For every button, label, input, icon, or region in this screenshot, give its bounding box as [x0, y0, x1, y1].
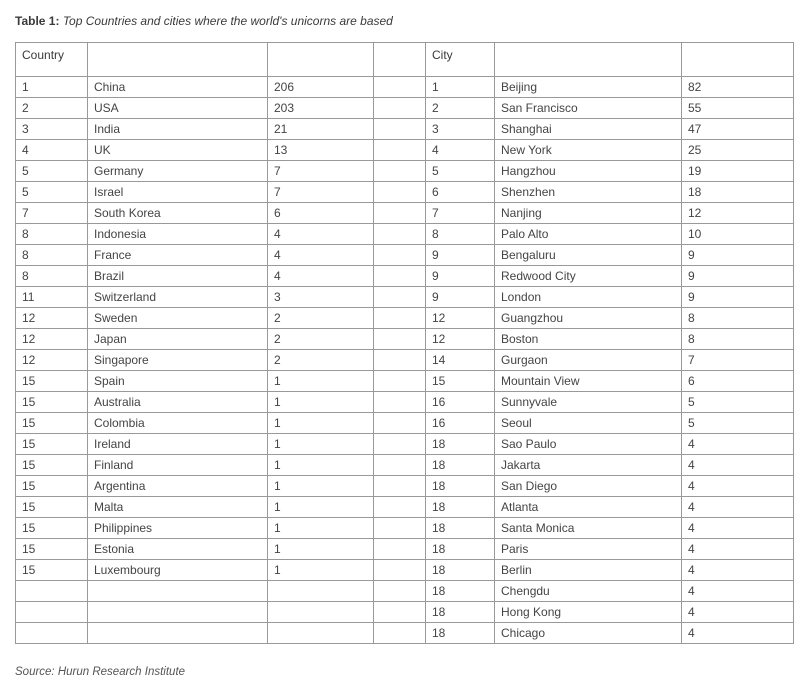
table-body [16, 43, 794, 644]
city-count-cell: 55 [682, 98, 794, 119]
country-count-cell: 1 [268, 560, 374, 581]
city-name-cell: Atlanta [495, 497, 682, 518]
city-name-cell: Boston [495, 329, 682, 350]
city-name-cell: Guangzhou [495, 308, 682, 329]
city-name-cell: London [495, 287, 682, 308]
country-rank-cell: 8 [16, 266, 88, 287]
table-row [16, 497, 794, 518]
country-name-cell: Finland [88, 455, 268, 476]
country-count-cell [268, 581, 374, 602]
city-count-cell: 4 [682, 476, 794, 497]
city-count-cell: 18 [682, 182, 794, 203]
table-row [16, 119, 794, 140]
city-name-cell: Sao Paulo [495, 434, 682, 455]
city-rank-cell: 5 [426, 161, 495, 182]
country-rank-cell: 15 [16, 539, 88, 560]
city-count-cell: 47 [682, 119, 794, 140]
spacer-cell [374, 434, 426, 455]
table-caption [15, 14, 393, 28]
country-name-cell [88, 581, 268, 602]
city-name-cell: San Francisco [495, 98, 682, 119]
country-name-cell: Brazil [88, 266, 268, 287]
country-rank-cell: 11 [16, 287, 88, 308]
country-rank-cell [16, 581, 88, 602]
city-name-cell: Shenzhen [495, 182, 682, 203]
country-name-cell: Indonesia [88, 224, 268, 245]
city-rank-cell: 14 [426, 350, 495, 371]
table-row [16, 581, 794, 602]
country-count-cell: 13 [268, 140, 374, 161]
header-spacer [374, 43, 426, 77]
spacer-cell [374, 119, 426, 140]
city-count-cell: 4 [682, 623, 794, 644]
country-rank-cell: 8 [16, 245, 88, 266]
country-name-cell: India [88, 119, 268, 140]
caption-text: Top Countries and cities where the world's unicorns are based [62, 14, 393, 28]
country-rank-cell: 3 [16, 119, 88, 140]
spacer-cell [374, 455, 426, 476]
city-count-cell: 4 [682, 518, 794, 539]
spacer-cell [374, 287, 426, 308]
country-name-cell: Luxembourg [88, 560, 268, 581]
city-name-cell: Sunnyvale [495, 392, 682, 413]
city-name-cell: Seoul [495, 413, 682, 434]
city-name-cell: San Diego [495, 476, 682, 497]
table-row [16, 350, 794, 371]
spacer-cell [374, 182, 426, 203]
city-name-cell: Berlin [495, 560, 682, 581]
country-name-cell: Colombia [88, 413, 268, 434]
city-rank-cell: 15 [426, 371, 495, 392]
city-rank-cell: 9 [426, 245, 495, 266]
table-row [16, 371, 794, 392]
city-name-cell: New York [495, 140, 682, 161]
spacer-cell [374, 392, 426, 413]
country-rank-cell: 15 [16, 476, 88, 497]
city-name-cell: Santa Monica [495, 518, 682, 539]
country-name-cell: Argentina [88, 476, 268, 497]
country-name-cell: China [88, 77, 268, 98]
city-count-cell: 10 [682, 224, 794, 245]
city-count-cell: 7 [682, 350, 794, 371]
city-rank-cell: 18 [426, 518, 495, 539]
city-count-cell: 4 [682, 602, 794, 623]
city-rank-cell: 9 [426, 287, 495, 308]
city-name-cell: Hangzhou [495, 161, 682, 182]
table-row [16, 161, 794, 182]
city-name-cell: Mountain View [495, 371, 682, 392]
country-count-cell: 4 [268, 224, 374, 245]
country-rank-cell: 15 [16, 413, 88, 434]
city-name-cell: Bengaluru [495, 245, 682, 266]
country-rank-cell: 15 [16, 455, 88, 476]
country-name-cell: Philippines [88, 518, 268, 539]
city-count-cell: 19 [682, 161, 794, 182]
table-row [16, 623, 794, 644]
city-count-cell: 25 [682, 140, 794, 161]
city-rank-cell: 2 [426, 98, 495, 119]
country-rank-cell: 15 [16, 434, 88, 455]
city-rank-cell: 4 [426, 140, 495, 161]
country-name-cell: Germany [88, 161, 268, 182]
spacer-cell [374, 497, 426, 518]
city-rank-cell: 3 [426, 119, 495, 140]
country-name-cell: Israel [88, 182, 268, 203]
country-rank-cell: 15 [16, 518, 88, 539]
unicorn-table [15, 42, 794, 644]
city-count-cell: 8 [682, 329, 794, 350]
city-rank-cell: 18 [426, 539, 495, 560]
city-rank-cell: 1 [426, 77, 495, 98]
spacer-cell [374, 539, 426, 560]
country-rank-cell: 15 [16, 560, 88, 581]
country-count-cell: 4 [268, 266, 374, 287]
spacer-cell [374, 203, 426, 224]
country-rank-cell: 2 [16, 98, 88, 119]
country-count-cell: 4 [268, 245, 374, 266]
table-row [16, 182, 794, 203]
country-rank-cell: 15 [16, 497, 88, 518]
spacer-cell [374, 77, 426, 98]
table-row [16, 392, 794, 413]
city-rank-cell: 18 [426, 497, 495, 518]
spacer-cell [374, 350, 426, 371]
city-name-cell: Jakarta [495, 455, 682, 476]
city-count-cell: 6 [682, 371, 794, 392]
city-name-cell: Palo Alto [495, 224, 682, 245]
city-rank-cell: 18 [426, 455, 495, 476]
city-rank-cell: 18 [426, 602, 495, 623]
city-count-cell: 4 [682, 434, 794, 455]
city-name-cell: Paris [495, 539, 682, 560]
city-rank-cell: 18 [426, 560, 495, 581]
city-name-cell: Gurgaon [495, 350, 682, 371]
city-rank-cell: 18 [426, 476, 495, 497]
caption-label: Table 1: [15, 14, 60, 28]
country-name-cell: Japan [88, 329, 268, 350]
country-rank-cell: 5 [16, 161, 88, 182]
city-rank-cell: 7 [426, 203, 495, 224]
country-count-cell: 1 [268, 476, 374, 497]
city-rank-cell: 12 [426, 329, 495, 350]
header-cell-empty [682, 43, 794, 77]
country-rank-cell: 12 [16, 350, 88, 371]
country-name-cell: UK [88, 140, 268, 161]
city-rank-cell: 12 [426, 308, 495, 329]
country-count-cell: 21 [268, 119, 374, 140]
spacer-cell [374, 245, 426, 266]
header-cell-empty [495, 43, 682, 77]
country-count-cell: 6 [268, 203, 374, 224]
city-name-cell: Beijing [495, 77, 682, 98]
country-count-cell: 1 [268, 392, 374, 413]
header-cell-empty [88, 43, 268, 77]
city-count-cell: 8 [682, 308, 794, 329]
country-name-cell: Australia [88, 392, 268, 413]
city-name-cell: Shanghai [495, 119, 682, 140]
header-row [16, 43, 794, 77]
country-rank-cell: 5 [16, 182, 88, 203]
table-row [16, 539, 794, 560]
header-cell-empty [268, 43, 374, 77]
table-row [16, 308, 794, 329]
country-count-cell: 7 [268, 182, 374, 203]
table-row [16, 140, 794, 161]
country-count-cell: 7 [268, 161, 374, 182]
country-name-cell: USA [88, 98, 268, 119]
country-count-cell [268, 623, 374, 644]
country-rank-cell: 1 [16, 77, 88, 98]
table-row [16, 245, 794, 266]
city-name-cell: Chicago [495, 623, 682, 644]
city-rank-cell: 6 [426, 182, 495, 203]
country-rank-cell: 12 [16, 329, 88, 350]
country-rank-cell: 7 [16, 203, 88, 224]
country-count-cell: 1 [268, 434, 374, 455]
spacer-cell [374, 413, 426, 434]
city-count-cell: 4 [682, 455, 794, 476]
city-rank-cell: 18 [426, 434, 495, 455]
country-count-cell: 1 [268, 455, 374, 476]
country-count-cell: 3 [268, 287, 374, 308]
country-name-cell: Spain [88, 371, 268, 392]
spacer-cell [374, 371, 426, 392]
spacer-cell [374, 98, 426, 119]
country-name-cell: France [88, 245, 268, 266]
source-note: Source: Hurun Research Institute [15, 666, 186, 678]
spacer-cell [374, 224, 426, 245]
city-count-cell: 5 [682, 392, 794, 413]
country-count-cell: 1 [268, 518, 374, 539]
city-count-cell: 5 [682, 413, 794, 434]
city-count-cell: 82 [682, 77, 794, 98]
city-count-cell: 4 [682, 560, 794, 581]
city-count-cell: 4 [682, 581, 794, 602]
table-row [16, 476, 794, 497]
country-rank-cell: 15 [16, 371, 88, 392]
country-name-cell: Singapore [88, 350, 268, 371]
city-name-cell: Nanjing [495, 203, 682, 224]
country-count-cell: 203 [268, 98, 374, 119]
country-count-cell: 2 [268, 329, 374, 350]
spacer-cell [374, 329, 426, 350]
city-name-cell: Hong Kong [495, 602, 682, 623]
city-count-cell: 9 [682, 266, 794, 287]
country-name-cell [88, 602, 268, 623]
city-count-cell: 4 [682, 539, 794, 560]
spacer-cell [374, 560, 426, 581]
country-count-cell: 2 [268, 350, 374, 371]
country-header: Country [16, 43, 88, 77]
country-rank-cell [16, 602, 88, 623]
country-rank-cell: 4 [16, 140, 88, 161]
country-name-cell: Estonia [88, 539, 268, 560]
table-row [16, 518, 794, 539]
country-rank-cell: 12 [16, 308, 88, 329]
spacer-cell [374, 161, 426, 182]
table-row [16, 329, 794, 350]
spacer-cell [374, 308, 426, 329]
table-row [16, 224, 794, 245]
country-count-cell: 2 [268, 308, 374, 329]
country-count-cell: 206 [268, 77, 374, 98]
country-count-cell: 1 [268, 497, 374, 518]
spacer-cell [374, 581, 426, 602]
city-name-cell: Chengdu [495, 581, 682, 602]
city-count-cell: 4 [682, 497, 794, 518]
city-count-cell: 12 [682, 203, 794, 224]
country-name-cell: Malta [88, 497, 268, 518]
table-row [16, 287, 794, 308]
country-count-cell: 1 [268, 539, 374, 560]
country-rank-cell: 15 [16, 392, 88, 413]
country-name-cell: Sweden [88, 308, 268, 329]
spacer-cell [374, 476, 426, 497]
country-rank-cell [16, 623, 88, 644]
table-row [16, 455, 794, 476]
table-row [16, 203, 794, 224]
country-count-cell: 1 [268, 371, 374, 392]
spacer-cell [374, 140, 426, 161]
table-row [16, 413, 794, 434]
spacer-cell [374, 518, 426, 539]
city-rank-cell: 8 [426, 224, 495, 245]
city-count-cell: 9 [682, 245, 794, 266]
country-name-cell: South Korea [88, 203, 268, 224]
table-row [16, 77, 794, 98]
spacer-cell [374, 602, 426, 623]
table-row [16, 560, 794, 581]
city-rank-cell: 16 [426, 392, 495, 413]
table-row [16, 266, 794, 287]
country-count-cell: 1 [268, 413, 374, 434]
country-name-cell [88, 623, 268, 644]
city-name-cell: Redwood City [495, 266, 682, 287]
country-name-cell: Switzerland [88, 287, 268, 308]
city-rank-cell: 9 [426, 266, 495, 287]
city-count-cell: 9 [682, 287, 794, 308]
city-rank-cell: 16 [426, 413, 495, 434]
spacer-cell [374, 623, 426, 644]
table-row [16, 98, 794, 119]
city-rank-cell: 18 [426, 581, 495, 602]
country-rank-cell: 8 [16, 224, 88, 245]
country-name-cell: Ireland [88, 434, 268, 455]
city-header: City [426, 43, 495, 77]
table-row [16, 434, 794, 455]
city-rank-cell: 18 [426, 623, 495, 644]
table-row [16, 602, 794, 623]
spacer-cell [374, 266, 426, 287]
country-count-cell [268, 602, 374, 623]
